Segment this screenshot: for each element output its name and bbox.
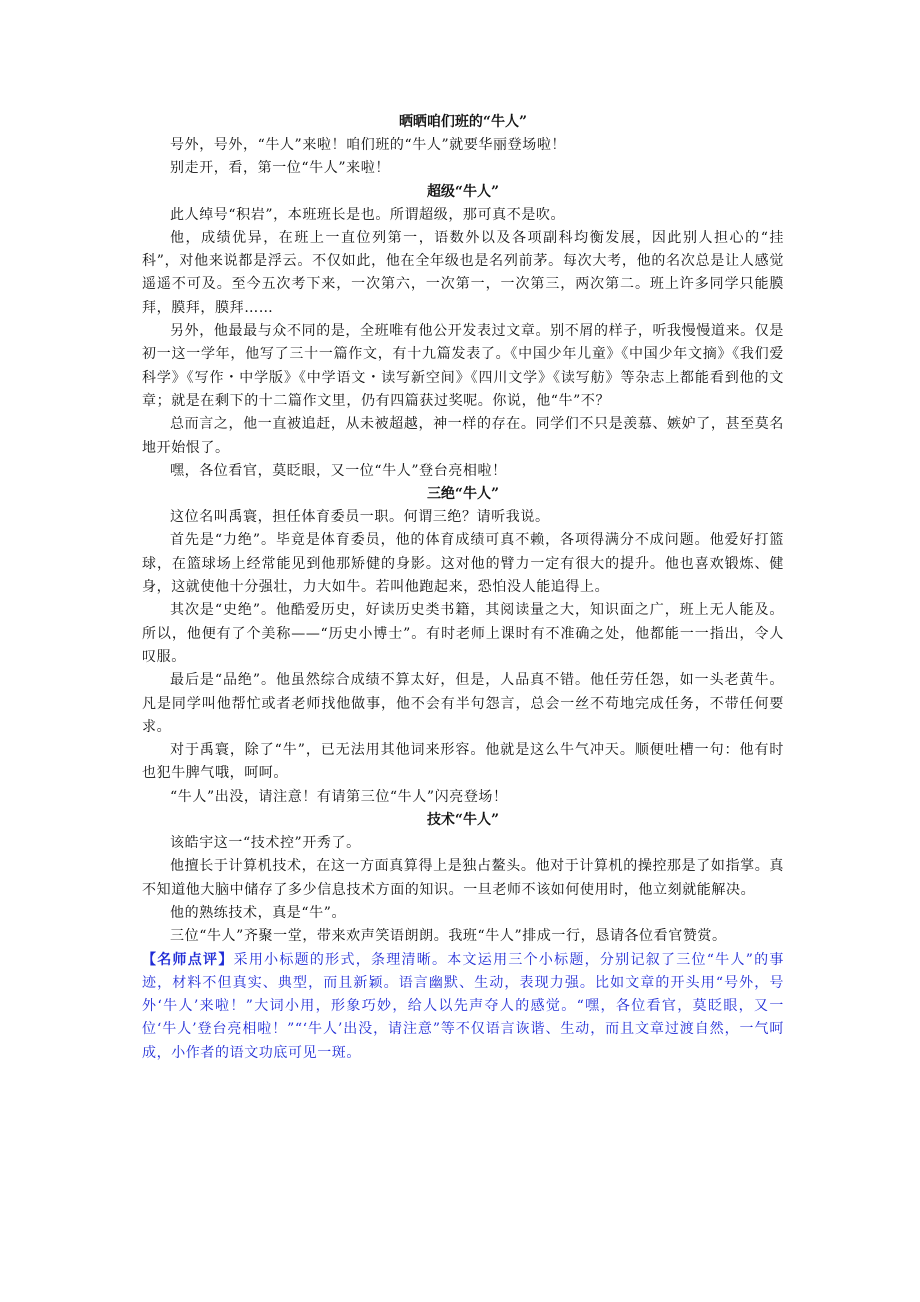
paragraph: 首先是“力绝”。毕竟是体育委员，他的体育成绩可真不赖，各项得满分不成问题。他爱好打篮球，在篮球场上经常能见到他那矫健的身影。这对他的臂力一定有很大的提升。他也喜欢锻炼、健身，这就使他十分强壮，力大如牛。若叫他跑起来，恐怕没人能追得上。 xyxy=(142,532,784,596)
teacher-review xyxy=(142,949,784,1065)
paragraph: 该皓宇这一“技术控”开秀了。 xyxy=(170,835,361,852)
paragraph: 总而言之，他一直被追赶，从未被超越，神一样的存在。同学们不只是羡慕、嫉妒了，甚至莫名地开始恨了。 xyxy=(142,416,784,456)
paragraph: “牛人”出没，请注意！有请第三位“牛人”闪亮登场！ xyxy=(170,788,508,805)
paragraph: 嘿，各位看官，莫眨眼，又一位“牛人”登台亮相啦！ xyxy=(170,462,507,479)
section-heading-tech: 技术“牛人” xyxy=(426,812,500,829)
article-title: 晒晒咱们班的“牛人” xyxy=(398,114,528,130)
article xyxy=(142,110,784,1065)
paragraph: 其次是“史绝”。他酷爱历史，好读历史类书籍，其阅读量之大，知识面之广，班上无人能及。所以，他便有了个美称——“历史小博士”。有时老师上课时有不准确之处，他都能一一指出，令人叹服。 xyxy=(142,602,784,665)
paragraph: 此人绰号“积岩”，本班班长是也。所谓超级，那可真不是吹。 xyxy=(170,206,566,223)
paragraph: 他的熟练技术，真是“牛”。 xyxy=(170,904,347,921)
intro-paragraph: 号外，号外，“牛人”来啦！咱们班的“牛人”就要华丽登场啦！ xyxy=(170,137,567,153)
paragraph: 另外，他最最与众不同的是，全班唯有他公开发表过文章。别不屑的样子，听我慢慢道来。仅是初一这一学年，他写了三十一篇作文，有十九篇发表了。《中国少年儿童》《中国少年文摘》《我们爱科学》《写作・中学版》《中学语文・读写新空间》《四川文学》《读写舫》等杂志上都能看到他的文章；就是在剩下的十二篇作文里，仍有四篇获过奖呢。你说，他“牛”不？ xyxy=(142,323,784,409)
paragraph: 他擅长于计算机技术，在这一方面真算得上是独占鳌头。他对于计算机的操控那是了如指掌。真不知道他大脑中储存了多少信息技术方面的知识。一旦老师不该如何使用时，他立刻就能解决。 xyxy=(142,858,784,898)
review-label: 【名师点评】 xyxy=(142,951,234,968)
paragraph: 最后是“品绝”。他虽然综合成绩不算太好，但是，人品真不错。他任劳任怨，如一头老黄牛。凡是同学叫他帮忙或者老师找他做事，他不会有半句怨言，总会一丝不苟地完成任务，不带任何要求。 xyxy=(142,672,784,735)
review-text: 采用小标题的形式，条理清晰。本文运用三个小标题，分别记叙了三位“牛人”的事迹，材料不但真实、典型，而且新颖。语言幽默、生动，表现力强。比如文章的开头用“号外，号外‘牛人’来啦！”大词小用，形象巧妙，给人以先声夺人的感觉。“嘿，各位看官，莫眨眼，又一位‘牛人’登台亮相啦！”“‘牛人’出没，请注意”等不仅语言诙谐、生动，而且文章过渡自然，一气呵成，小作者的语文功底可见一斑。 xyxy=(142,951,784,1061)
paragraph: 对于禹寰，除了“牛”，已无法用其他词来形容。他就是这么牛气冲天。顺便吐槽一句：他有时也犯牛脾气哦，呵呵。 xyxy=(142,742,784,782)
paragraph: 三位“牛人”齐聚一堂，带来欢声笑语朗朗。我班“牛人”排成一行，恳请各位看官赞赏。 xyxy=(170,928,727,945)
paragraph: 这位名叫禹寰，担任体育委员一职。何谓三绝？请听我说。 xyxy=(170,509,550,526)
section-heading-super: 超级“牛人” xyxy=(426,183,500,200)
paragraph: 他，成绩优异，在班上一直位列第一，语数外以及各项副科均衡发展，因此别人担心的“挂科”，对他来说都是浮云。不仅如此，他在全年级也是名列前茅。每次大考，他的名次总是让人感觉遥遥不可及。至今五次考下来，一次第六，一次第一，一次第三，两次第二。班上许多同学只能膜拜，膜拜，膜拜…… xyxy=(142,229,784,316)
intro-paragraph: 别走开，看，第一位“牛人”来啦！ xyxy=(170,160,390,177)
section-heading-three: 三绝“牛人” xyxy=(426,486,500,503)
